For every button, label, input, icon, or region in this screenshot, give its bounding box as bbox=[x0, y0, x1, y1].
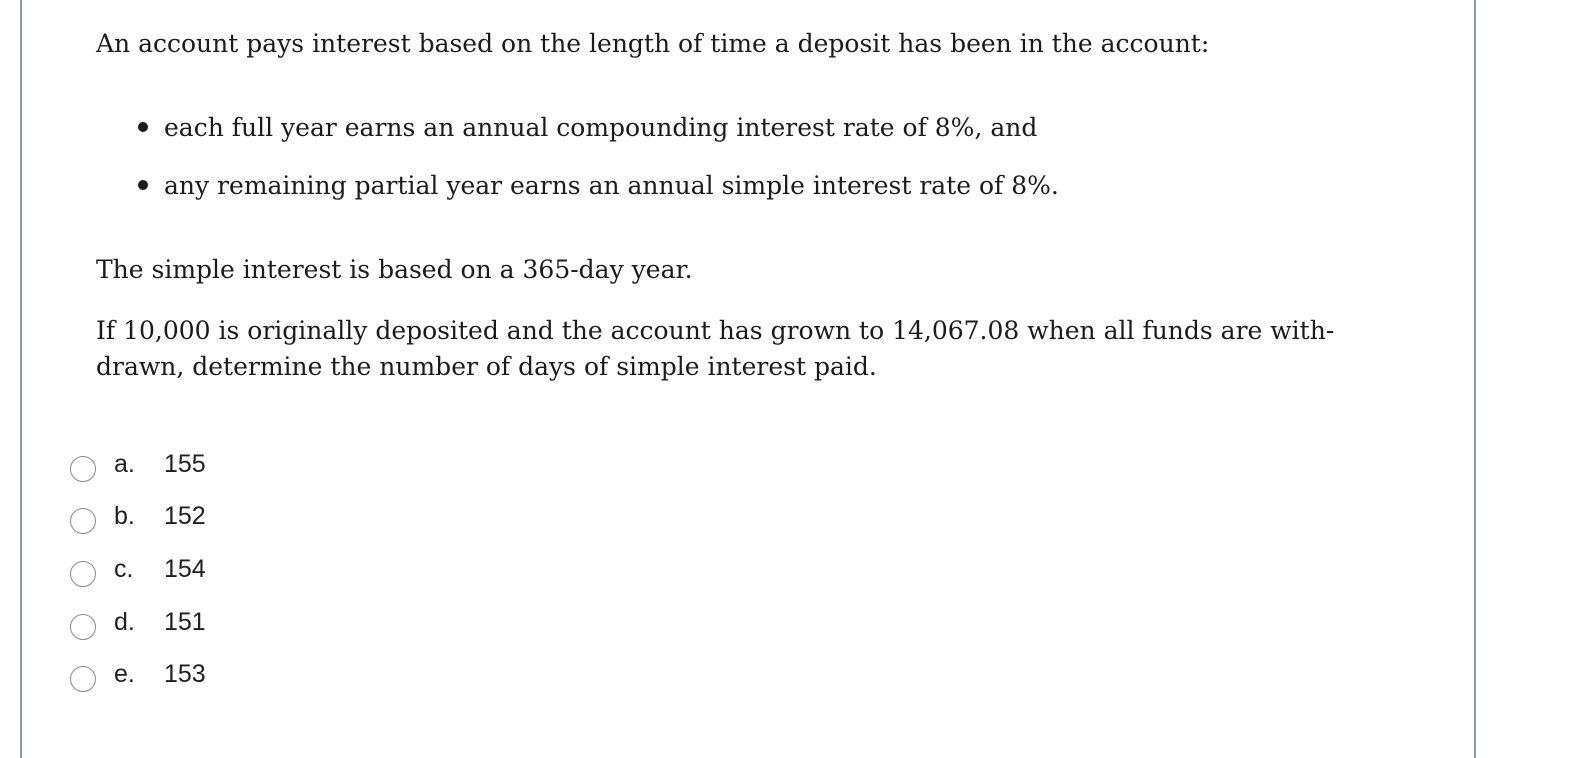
radio-button-d[interactable] bbox=[70, 614, 96, 640]
question-intro: An account pays interest based on the length of time a deposit has been in the account: bbox=[96, 29, 1210, 58]
bullet-icon bbox=[138, 180, 148, 190]
option-value: 151 bbox=[164, 608, 206, 636]
radio-button-a[interactable] bbox=[70, 456, 96, 482]
question-prompt bbox=[96, 313, 1335, 385]
option-b[interactable] bbox=[70, 500, 370, 540]
question-simple-basis: The simple interest is based on a 365-day year. bbox=[96, 255, 693, 284]
bullet-text: any remaining partial year earns an annual simple interest rate of 8%. bbox=[164, 171, 1059, 200]
bullet-text: each full year earns an annual compounding interest rate of 8%, and bbox=[164, 113, 1038, 142]
radio-button-b[interactable] bbox=[70, 508, 96, 534]
option-a[interactable] bbox=[70, 448, 370, 488]
option-c[interactable] bbox=[70, 553, 370, 593]
option-value: 154 bbox=[164, 555, 206, 583]
option-value: 152 bbox=[164, 502, 206, 530]
bullet-icon bbox=[138, 122, 148, 132]
option-e[interactable] bbox=[70, 658, 370, 698]
radio-button-e[interactable] bbox=[70, 666, 96, 692]
option-letter: e. bbox=[114, 660, 135, 688]
question-prompt-line-1: If 10,000 is originally deposited and the account has grown to 14,067.08 when all funds are with- bbox=[96, 316, 1335, 345]
question-prompt-line-2: drawn, determine the number of days of simple interest paid. bbox=[96, 352, 877, 381]
option-value: 153 bbox=[164, 660, 206, 688]
option-value: 155 bbox=[164, 450, 206, 478]
option-letter: a. bbox=[114, 450, 135, 478]
option-letter: b. bbox=[114, 502, 135, 530]
bullet-item-compounding bbox=[138, 110, 1037, 146]
option-d[interactable] bbox=[70, 606, 370, 646]
option-letter: d. bbox=[114, 608, 135, 636]
radio-button-c[interactable] bbox=[70, 561, 96, 587]
option-letter: c. bbox=[114, 555, 134, 583]
bullet-item-simple bbox=[138, 168, 1059, 204]
